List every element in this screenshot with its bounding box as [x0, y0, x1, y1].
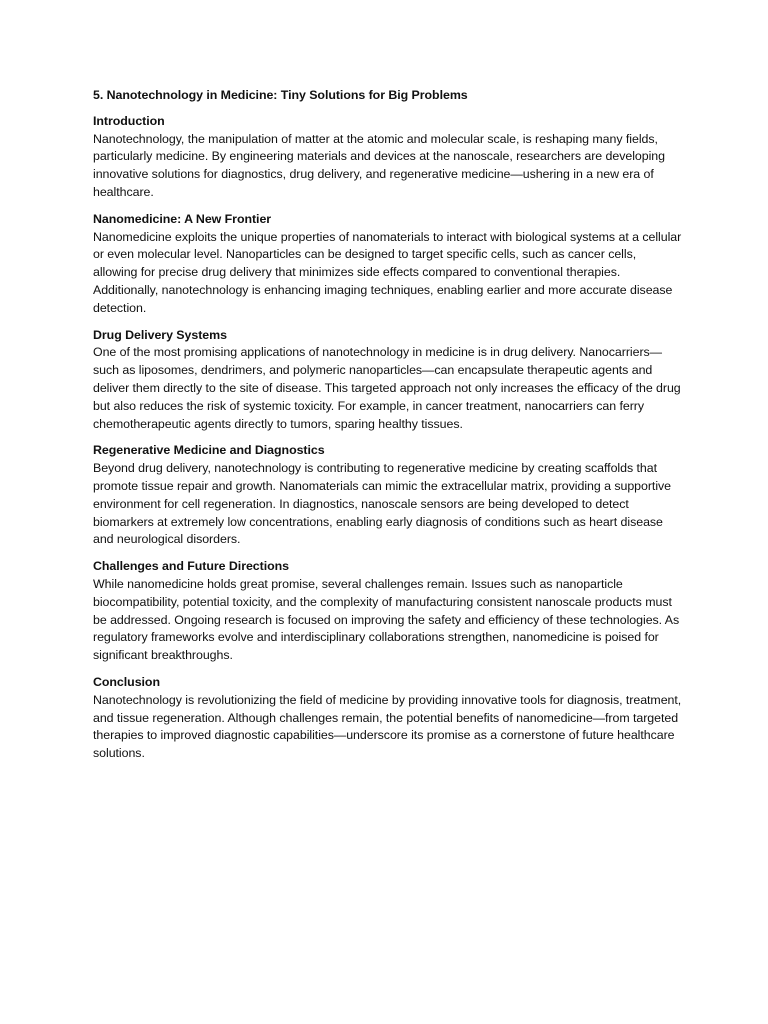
section-heading: Conclusion — [93, 674, 160, 689]
section-body: One of the most promising applications of nanotechnology in medicine is in drug delivery. Nanocarriers—such as liposomes, dendrimers, and polymeric nanoparticles—can encapsulate therapeutic agents and deliver them directly to the site of disease. This targeted approach not only increases the efficacy of the drug but also reduces the risk of systemic toxicity. For example, in cancer treatment, nanocarriers can ferry chemotherapeutic agents directly to tumors, sparing healthy tissues. — [93, 345, 681, 431]
section-body: Nanotechnology, the manipulation of matter at the atomic and molecular scale, is reshaping many fields, particularly medicine. By engineering materials and devices at the nanoscale, researchers are developing innovative solutions for diagnostics, drug delivery, and regenerative medicine—ushering in a new era of healthcare. — [93, 131, 665, 199]
document-title: 5. Nanotechnology in Medicine: Tiny Solutions for Big Problems — [93, 88, 468, 102]
section-body: While nanomedicine holds great promise, several challenges remain. Issues such as nanoparticle biocompatibility, potential toxicity, and the complexity of manufacturing consistent nanoscale products must be addressed. Ongoing research is focused on improving the safety and efficiency of these technologies. As regulatory frameworks evolve and interdisciplinary collaborations strengthen, nanomedicine is poised for significant breakthroughs. — [93, 576, 680, 663]
section-heading: Drug Delivery Systems — [93, 327, 227, 342]
section-challenges — [93, 558, 683, 665]
section-heading: Regenerative Medicine and Diagnostics — [93, 443, 325, 458]
section-drug-delivery — [93, 327, 683, 434]
section-introduction — [93, 113, 683, 202]
section-body: Beyond drug delivery, nanotechnology is contributing to regenerative medicine by creating scaffolds that promote tissue repair and growth. Nanomaterials can mimic the extracellular matrix, providing a supportive environment for cell regeneration. In diagnostics, nanoscale sensors are being developed to detect biomarkers at extremely low concentrations, enabling early diagnosis of conditions such as heart disease and neurological disorders. — [93, 461, 672, 547]
section-conclusion — [93, 674, 683, 763]
section-heading: Nanomedicine: A New Frontier — [93, 211, 272, 226]
section-nanomedicine — [93, 211, 683, 318]
section-heading: Challenges and Future Directions — [93, 559, 289, 574]
section-body: Nanotechnology is revolutionizing the field of medicine by providing innovative tools for diagnosis, treatment, and tissue regeneration. Although challenges remain, the potential benefits of nanomedicine—from targeted therapies to improved diagnostic capabilities—underscore its promise as a cornerstone of future healthcare solutions. — [93, 692, 682, 761]
document-page — [93, 87, 683, 772]
section-heading: Introduction — [93, 113, 165, 128]
section-regenerative-medicine — [93, 442, 683, 549]
section-body: Nanomedicine exploits the unique properties of nanomaterials to interact with biological systems at a cellular or even molecular level. Nanoparticles can be designed to target specific cells, such as cancer cells, allowing for precise drug delivery that minimizes side effects compared to conventional therapies. Additionally, nanotechnology is enhancing imaging techniques, enabling earlier and more accurate disease detection. — [93, 229, 682, 315]
